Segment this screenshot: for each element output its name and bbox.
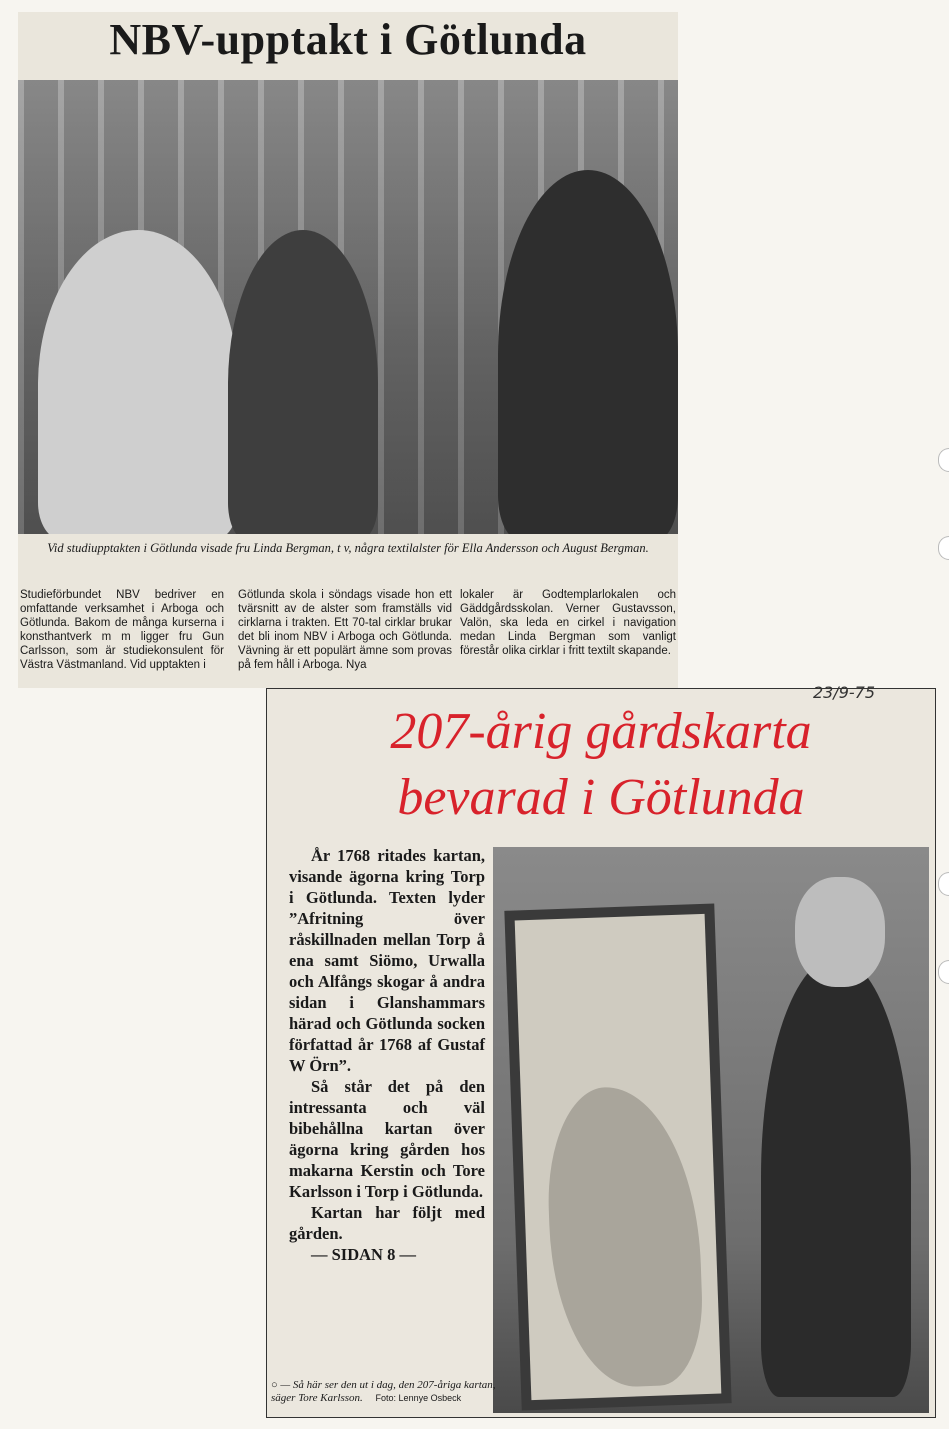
headline-line-2: bevarad i Götlunda (397, 769, 805, 826)
article-nbv (18, 12, 678, 688)
binder-hole (938, 872, 949, 896)
paragraph-2: Så står det på den intressanta och väl bibehållna kartan över ägorna kring gården hos makarna Kerstin och Tore Karlsson i Torp i Götlunda. (289, 1077, 485, 1201)
column-3: lokaler är Godtemplarlokalen och Gäddgårdsskolan. Verner Gustavsson, Valön, ska leda en cirkel i navigation medan Linda Bergman som vanligt förestår olika cirklar i fritt textilt skapande. (460, 589, 676, 657)
photo-map-man (493, 847, 929, 1413)
map-land (545, 1084, 705, 1389)
caption-text: ○ — Så här ser den ut i dag, den 207-åriga kartan, säger Tore Karlsson. (271, 1379, 496, 1404)
framed-map (504, 903, 731, 1410)
column-1: Studieförbundet NBV bedriver en omfattande verksamhet i Arboga och Götlunda. Bakom de många kurserna i konsthantverk m m ligger fru Gun Carlsson, som är studiekonsulent för Västra Västmanland. Vid upptakten i (20, 589, 224, 671)
paragraph-3: Kartan har följt med gården. (289, 1203, 485, 1243)
person-middle (228, 230, 378, 534)
page-reference: — SIDAN 8 — (311, 1245, 416, 1264)
man-face (795, 877, 885, 987)
article-gardskarta (266, 683, 936, 1418)
headline-nbv: NBV-upptakt i Götlunda (109, 15, 587, 64)
paragraph-1: År 1768 ritades kartan, visande ägorna kring Torp i Götlunda. Texten lyder ”Afritning över råskillnaden mellan Torp å ena samt Siömo, Urwalla och Alfångs skogar å andra sidan i Glanshammars härad och Götlunda socken författad år 1768 af Gustaf W Örn”. (289, 846, 485, 1075)
headline-line-1: 207-årig gårdskarta (390, 703, 812, 760)
map-paper (515, 914, 722, 1400)
caption-nbv: Vid studiupptakten i Götlunda visade fru Linda Bergman, t v, några textilalster för Ella Andersson och August Bergman. (47, 541, 649, 555)
photo-textile-demo (18, 80, 678, 534)
photo-credit: Foto: Lennye Osbeck (375, 1393, 462, 1403)
person-left (38, 230, 238, 534)
man-kneeling (761, 957, 911, 1397)
person-right (498, 170, 678, 534)
binder-hole (938, 960, 949, 984)
caption-gardskarta (271, 1379, 501, 1405)
handwritten-date: 23/9-75 (812, 683, 875, 702)
binder-hole (938, 448, 949, 472)
body-gardskarta (289, 845, 485, 1265)
binder-hole (938, 536, 949, 560)
column-2: Götlunda skola i söndags visade hon ett tvärsnitt av de alster som framställs vid cirklarna i trakten. Ett 70-tal cirklar brukar det bli inom NBV i Arboga och Götlunda. Vävning är ett populärt ämne som provas på fem håll i Arboga. Nya (238, 589, 452, 671)
